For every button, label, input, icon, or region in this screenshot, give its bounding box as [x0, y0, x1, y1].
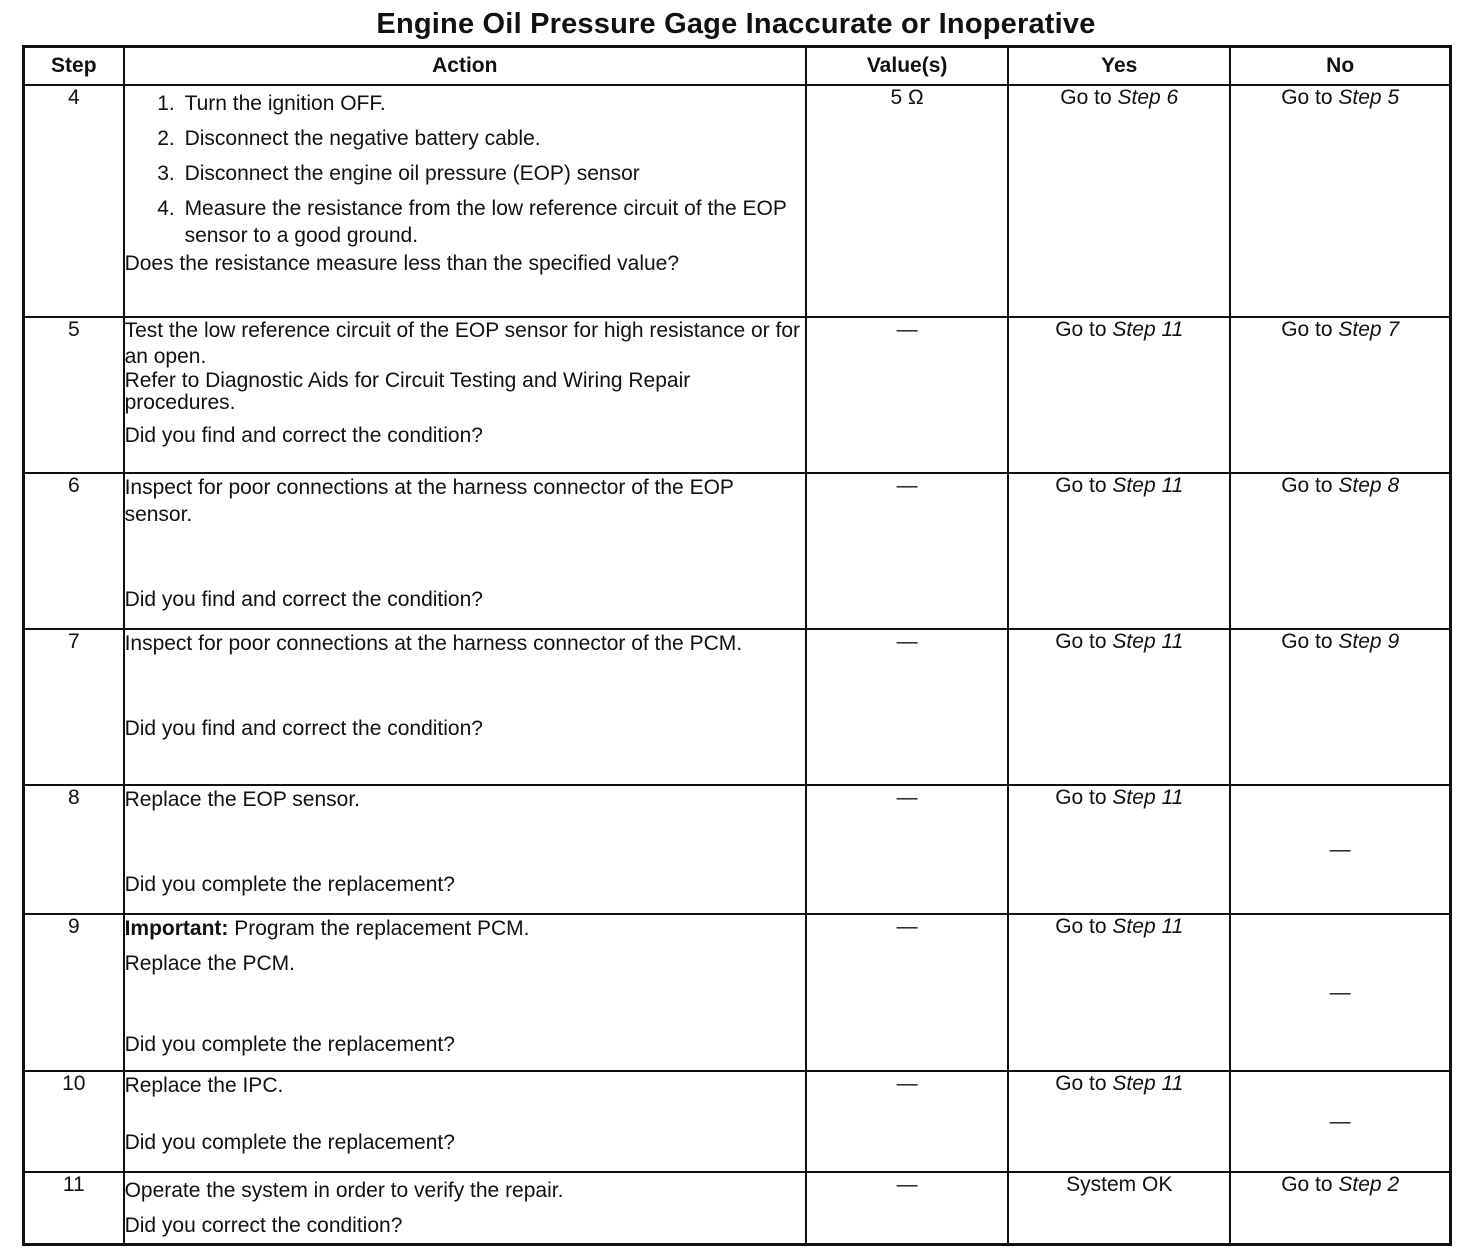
- step-link: Step 8: [1338, 474, 1400, 497]
- list-item: 2. Disconnect the negative battery cable.: [181, 125, 805, 152]
- value-cell: —: [806, 317, 1008, 473]
- goto-text: Go to: [1055, 474, 1107, 497]
- no-cell: [1230, 629, 1450, 785]
- procedure-list: [125, 90, 805, 249]
- important-label: Important:: [124, 917, 229, 940]
- diagnostic-table: [22, 45, 1452, 1246]
- action-cell: [124, 317, 806, 473]
- question-text: Does the resistance measure less than the specified value?: [124, 252, 680, 275]
- action-cell: [124, 914, 806, 1071]
- question-text: Did you find and correct the condition?: [124, 588, 483, 611]
- table-row: [24, 317, 1451, 473]
- no-cell: —: [1230, 914, 1450, 1071]
- no-cell: [1230, 473, 1450, 629]
- table-row: [24, 85, 1451, 317]
- goto-text: Go to: [1055, 915, 1107, 938]
- action-cell: [124, 1071, 806, 1172]
- goto-text: Go to: [1281, 474, 1333, 497]
- step-number: 4: [24, 85, 124, 317]
- table-row: [24, 914, 1451, 1071]
- action-cell: [124, 1172, 806, 1244]
- step-number: 11: [24, 1172, 124, 1244]
- step-number: 9: [24, 914, 124, 1071]
- value-cell: —: [806, 785, 1008, 914]
- step-number: 8: [24, 785, 124, 914]
- step-link: Step 9: [1338, 630, 1400, 653]
- yes-cell: [1008, 317, 1230, 473]
- action-cell: [124, 473, 806, 629]
- table-row: [24, 1172, 1451, 1244]
- value-cell: —: [806, 1172, 1008, 1244]
- value-cell: —: [806, 473, 1008, 629]
- question-text: Did you complete the replacement?: [124, 1033, 455, 1056]
- no-cell: [1230, 1172, 1450, 1244]
- goto-text: Go to: [1055, 630, 1107, 653]
- step-link: Step 11: [1112, 915, 1184, 938]
- no-cell: [1230, 317, 1450, 473]
- question-text: Did you find and correct the condition?: [124, 424, 483, 447]
- step-link: Step 5: [1338, 86, 1400, 109]
- column-header-no: No: [1230, 47, 1450, 86]
- column-header-yes: Yes: [1008, 47, 1230, 86]
- step-number: 5: [24, 317, 124, 473]
- value-cell: —: [806, 914, 1008, 1071]
- table-row: [24, 1071, 1451, 1172]
- action-text: Replace the IPC.: [124, 1074, 284, 1097]
- goto-text: Go to: [1281, 86, 1333, 109]
- action-text: Inspect for poor connections at the harness connector of the EOP sensor.: [124, 476, 734, 526]
- yes-cell: [1008, 629, 1230, 785]
- step-link: Step 2: [1338, 1173, 1400, 1196]
- step-number: 6: [24, 473, 124, 629]
- step-link: Step 7: [1338, 318, 1400, 341]
- goto-text: Go to: [1055, 318, 1107, 341]
- table-header-row: [24, 47, 1451, 86]
- yes-cell: [1008, 1071, 1230, 1172]
- yes-cell: [1008, 785, 1230, 914]
- value-cell: —: [806, 629, 1008, 785]
- step-link: Step 11: [1112, 1072, 1184, 1095]
- action-text: Inspect for poor connections at the harness connector of the PCM.: [124, 632, 743, 655]
- value-cell: 5 Ω: [806, 85, 1008, 317]
- step-number: 10: [24, 1071, 124, 1172]
- action-cell: [124, 785, 806, 914]
- column-header-step: Step: [24, 47, 124, 86]
- no-cell: —: [1230, 785, 1450, 914]
- no-cell: —: [1230, 1071, 1450, 1172]
- table-row: [24, 785, 1451, 914]
- column-header-action: Action: [124, 47, 806, 86]
- question-text: Did you complete the replacement?: [124, 873, 455, 896]
- list-item: 3. Disconnect the engine oil pressure (EOP) sensor: [181, 160, 805, 187]
- goto-text: Go to: [1281, 318, 1333, 341]
- goto-text: Go to: [1055, 1072, 1107, 1095]
- step-link: Step 11: [1112, 318, 1184, 341]
- goto-text: Go to: [1060, 86, 1112, 109]
- action-text: Replace the EOP sensor.: [124, 788, 360, 811]
- step-link: Step 11: [1112, 630, 1184, 653]
- question-text: Did you complete the replacement?: [124, 1131, 455, 1154]
- page-title: Engine Oil Pressure Gage Inaccurate or Inoperative: [376, 8, 1096, 40]
- table-row: [24, 629, 1451, 785]
- yes-cell: [1008, 85, 1230, 317]
- step-link: Step 11: [1112, 474, 1184, 497]
- no-cell: [1230, 85, 1450, 317]
- action-text: Replace the PCM.: [124, 952, 295, 975]
- step-link: Step 11: [1112, 786, 1184, 809]
- question-text: Did you find and correct the condition?: [124, 717, 483, 740]
- yes-cell: [1008, 473, 1230, 629]
- goto-text: Go to: [1281, 1173, 1333, 1196]
- list-item: 1. Turn the ignition OFF.: [181, 90, 805, 117]
- goto-text: Go to: [1055, 786, 1107, 809]
- important-text: Program the replacement PCM.: [228, 917, 530, 940]
- step-number: 7: [24, 629, 124, 785]
- action-cell: [124, 85, 806, 317]
- yes-cell: [1008, 914, 1230, 1071]
- list-item: 4. Measure the resistance from the low reference circuit of the EOP sensor to a good ground.: [181, 195, 805, 249]
- important-note: [125, 915, 805, 942]
- value-cell: —: [806, 1071, 1008, 1172]
- column-header-values: Value(s): [806, 47, 1008, 86]
- action-cell: [124, 629, 806, 785]
- step-link: Step 6: [1117, 86, 1179, 109]
- yes-cell: System OK: [1008, 1172, 1230, 1244]
- action-text: Test the low reference circuit of the EOP sensor for high resistance or for an open.: [124, 319, 800, 368]
- action-text: Refer to Diagnostic Aids for Circuit Testing and Wiring Repair procedures.: [124, 369, 691, 414]
- action-text: Operate the system in order to verify the repair.: [124, 1179, 564, 1202]
- question-text: Did you correct the condition?: [124, 1214, 403, 1237]
- goto-text: Go to: [1281, 630, 1333, 653]
- table-row: [24, 473, 1451, 629]
